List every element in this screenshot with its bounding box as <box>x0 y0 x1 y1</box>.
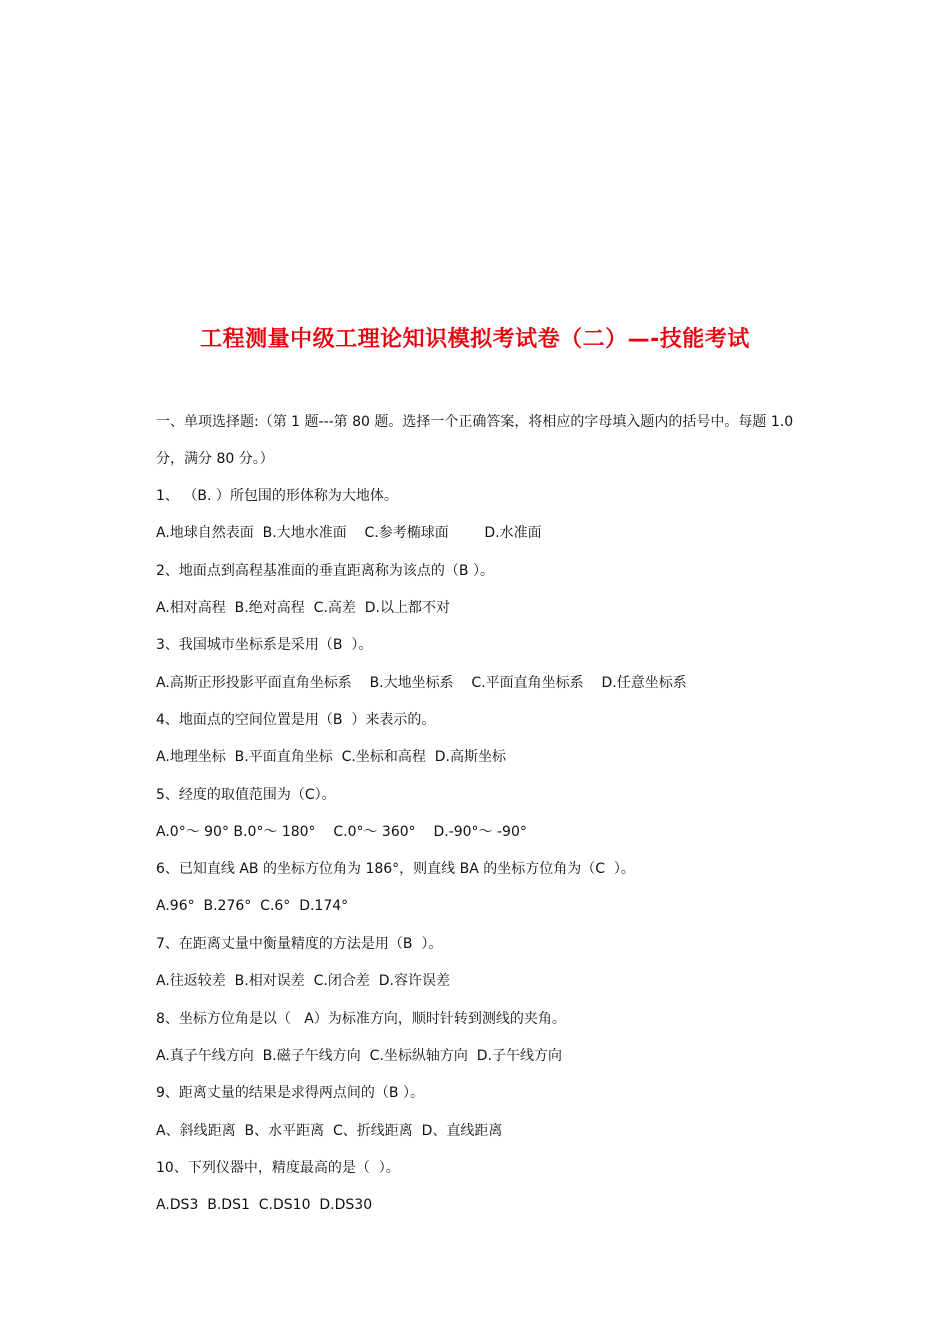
question-2: 2、地面点到高程基准面的垂直距离称为该点的（B ）。 <box>156 563 494 579</box>
options-9: A、斜线距离 B、水平距离 C、折线距离 D、直线距离 <box>156 1123 503 1139</box>
question-8: 8、坐标方位角是以（ A）为标准方向，顺时针转到测线的夹角。 <box>156 1011 566 1027</box>
question-6: 6、已知直线 AB 的坐标方位角为 186°，则直线 BA 的坐标方位角为（C ）。 <box>156 861 635 877</box>
section-heading-line-2: 分，满分 80 分。） <box>156 451 274 467</box>
question-3: 3、我国城市坐标系是采用（B ）。 <box>156 637 373 653</box>
question-4: 4、地面点的空间位置是用（B ）来表示的。 <box>156 712 436 728</box>
question-9: 9、距离丈量的结果是求得两点间的（B ）。 <box>156 1085 424 1101</box>
options-7: A.往返较差 B.相对误差 C.闭合差 D.容许误差 <box>156 973 450 989</box>
question-7: 7、在距离丈量中衡量精度的方法是用（B ）。 <box>156 936 443 952</box>
question-10: 10、下列仪器中，精度最高的是（ ）。 <box>156 1160 400 1176</box>
options-4: A.地理坐标 B.平面直角坐标 C.坐标和高程 D.高斯坐标 <box>156 749 506 765</box>
options-5: A.0°～ 90° B.0°～ 180° C.0°～ 360° D.-90°～ -90° <box>156 824 527 840</box>
section-heading-line-1: 一、单项选择题:（第 1 题---第 80 题。选择一个正确答案，将相应的字母填入题内的括号中。每题 1.0 <box>156 414 794 430</box>
options-3: A.高斯正形投影平面直角坐标系 B.大地坐标系 C.平面直角坐标系 D.任意坐标系 <box>156 675 687 691</box>
options-2: A.相对高程 B.绝对高程 C.高差 D.以上都不对 <box>156 600 450 616</box>
page-title: 工程测量中级工理论知识模拟考试卷（二）—-技能考试 <box>200 327 750 352</box>
question-5: 5、经度的取值范围为（C）。 <box>156 787 336 803</box>
options-1: A.地球自然表面 B.大地水准面 C.参考椭球面 D.水准面 <box>156 525 542 541</box>
options-6: A.96° B.276° C.6° D.174° <box>156 898 349 914</box>
options-10: A.DS3 B.DS1 C.DS10 D.DS30 <box>156 1197 373 1213</box>
question-1: 1、 （B. ）所包围的形体称为大地体。 <box>156 488 398 504</box>
options-8: A.真子午线方向 B.磁子午线方向 C.坐标纵轴方向 D.子午线方向 <box>156 1048 562 1064</box>
